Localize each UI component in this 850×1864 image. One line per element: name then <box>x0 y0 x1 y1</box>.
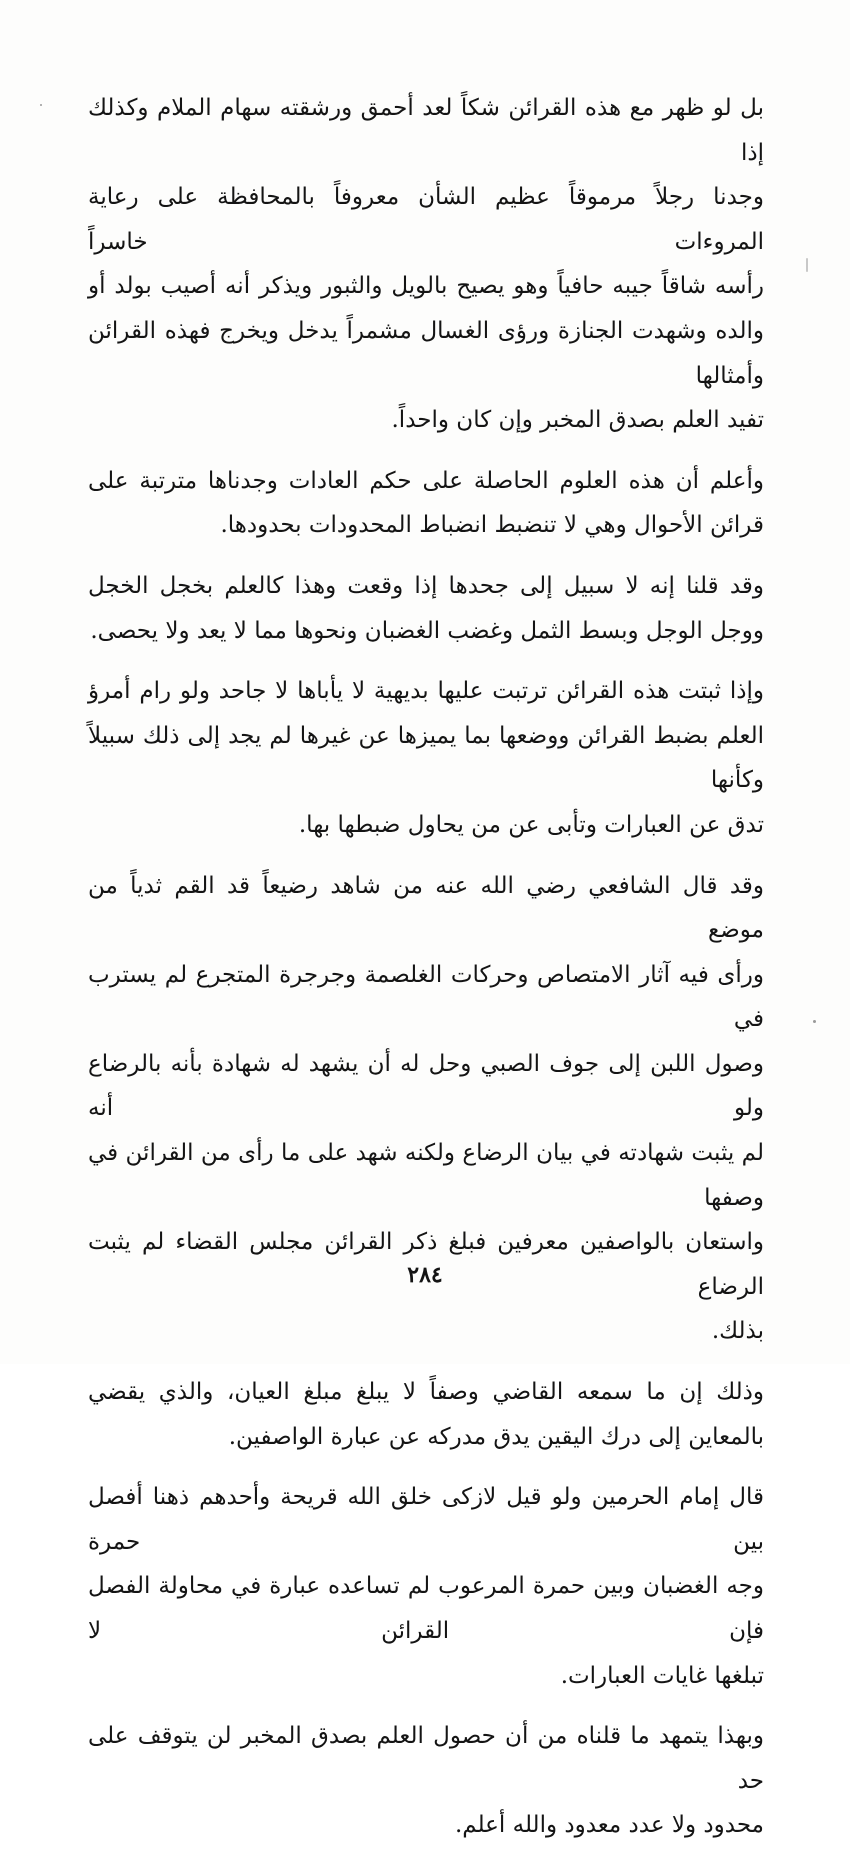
paragraph-8 <box>88 1714 764 1848</box>
paragraph-3 <box>88 564 764 653</box>
text-line: رأسه شاقاً جيبه حافياً وهو يصيح بالويل والثبور ويذكر أنه أصيب بولد أو <box>88 273 764 300</box>
text-line: بل لو ظهر مع هذه القرائن شكاً لعد أحمق ورشقته سهام الملام وكذلك إذا <box>88 95 764 166</box>
scan-speck <box>813 1020 816 1023</box>
text-line: العلم بضبط القرائن ووضعها بما يميزها عن غيرها لم يجد إلى ذلك سبيلاً وكأنها <box>88 722 764 794</box>
text-line: وقد قال الشافعي رضي الله عنه من شاهد رضيعاً قد القم ثدياً من موضع <box>88 872 764 944</box>
paragraph-7 <box>88 1475 764 1698</box>
text-line: تدق عن العبارات وتأبى عن من يحاول ضبطها بها. <box>298 811 764 838</box>
scan-speck <box>806 258 808 272</box>
text-line: وجه الغضبان وبين حمرة المرعوب لم تساعده عبارة في محاولة الفصل فإن القرائن لا <box>88 1573 764 1644</box>
text-line: ووجل الوجل وبسط الثمل وغضب الغضبان ونحوها مما لا يعد ولا يحصى. <box>90 617 764 644</box>
text-line: وأعلم أن هذه العلوم الحاصلة على حكم العادات وجدناها مترتبة على <box>88 467 764 494</box>
text-line: وإذا ثبتت هذه القرائن ترتبت عليها بديهية لا يأباها لا جاحد ولو رام أمرؤ <box>88 678 764 705</box>
text-line: محدود ولا عدد معدود والله أعلم. <box>454 1812 764 1839</box>
body-text <box>88 86 764 1864</box>
text-line: ورأى فيه آثار الامتصاص وحركات الغلصمة وجرجرة المتجرع لم يسترب في <box>88 961 764 1033</box>
text-line: قرائن الأحوال وهي لا تنضبط انضباط المحدودات بحدودها. <box>220 512 764 539</box>
text-line: واستعان بالواصفين معرفين فبلغ ذكر القرائن مجلس القضاء لم يثبت الرضاع <box>88 1229 764 1300</box>
text-line: وذلك إن ما سمعه القاضي وصفاً لا يبلغ مبلغ العيان، والذي يقضي <box>88 1379 764 1406</box>
paragraph-2 <box>88 459 764 548</box>
scan-speck <box>40 104 42 106</box>
text-line: تفيد العلم بصدق المخبر وإن كان واحداً. <box>391 407 764 434</box>
page-number: ٢٨٤ <box>407 1262 443 1288</box>
text-line: لم يثبت شهادته في بيان الرضاع ولكنه شهد على ما رأى من القرائن في وصفها <box>88 1140 764 1211</box>
text-line: تبلغها غايات العبارات. <box>560 1662 764 1689</box>
text-line: وجدنا رجلاً مرموقاً عظيم الشأن معروفاً بالمحافظة على رعاية المروءات خاسراً <box>88 184 764 255</box>
text-line: وبهذا يتمهد ما قلناه من أن حصول العلم بصدق المخبر لن يتوقف على حد <box>88 1723 764 1794</box>
text-line: بذلك. <box>711 1318 764 1345</box>
text-line: قال إمام الحرمين ولو قيل لازكى خلق الله قريحة وأحدهم ذهنا أفصل بين حمرة <box>88 1484 764 1555</box>
text-line: وقد قلنا إنه لا سبيل إلى جحدها إذا وقعت وهذا كالعلم بخجل الخجل <box>88 572 764 599</box>
paragraph-6 <box>88 1370 764 1459</box>
text-line: وصول اللبن إلى جوف الصبي وحل له أن يشهد له شهادة بأنه بالرضاع ولو أنه <box>88 1050 764 1122</box>
paragraph-4 <box>88 669 764 847</box>
text-line: بالمعاين إلى درك اليقين يدق مدركه عن عبارة الواصفين. <box>228 1423 764 1450</box>
paragraph-1 <box>88 86 764 443</box>
text-line: والده وشهدت الجنازة ورؤى الغسال مشمراً يدخل ويخرج فهذه القرائن وأمثالها <box>88 317 764 389</box>
